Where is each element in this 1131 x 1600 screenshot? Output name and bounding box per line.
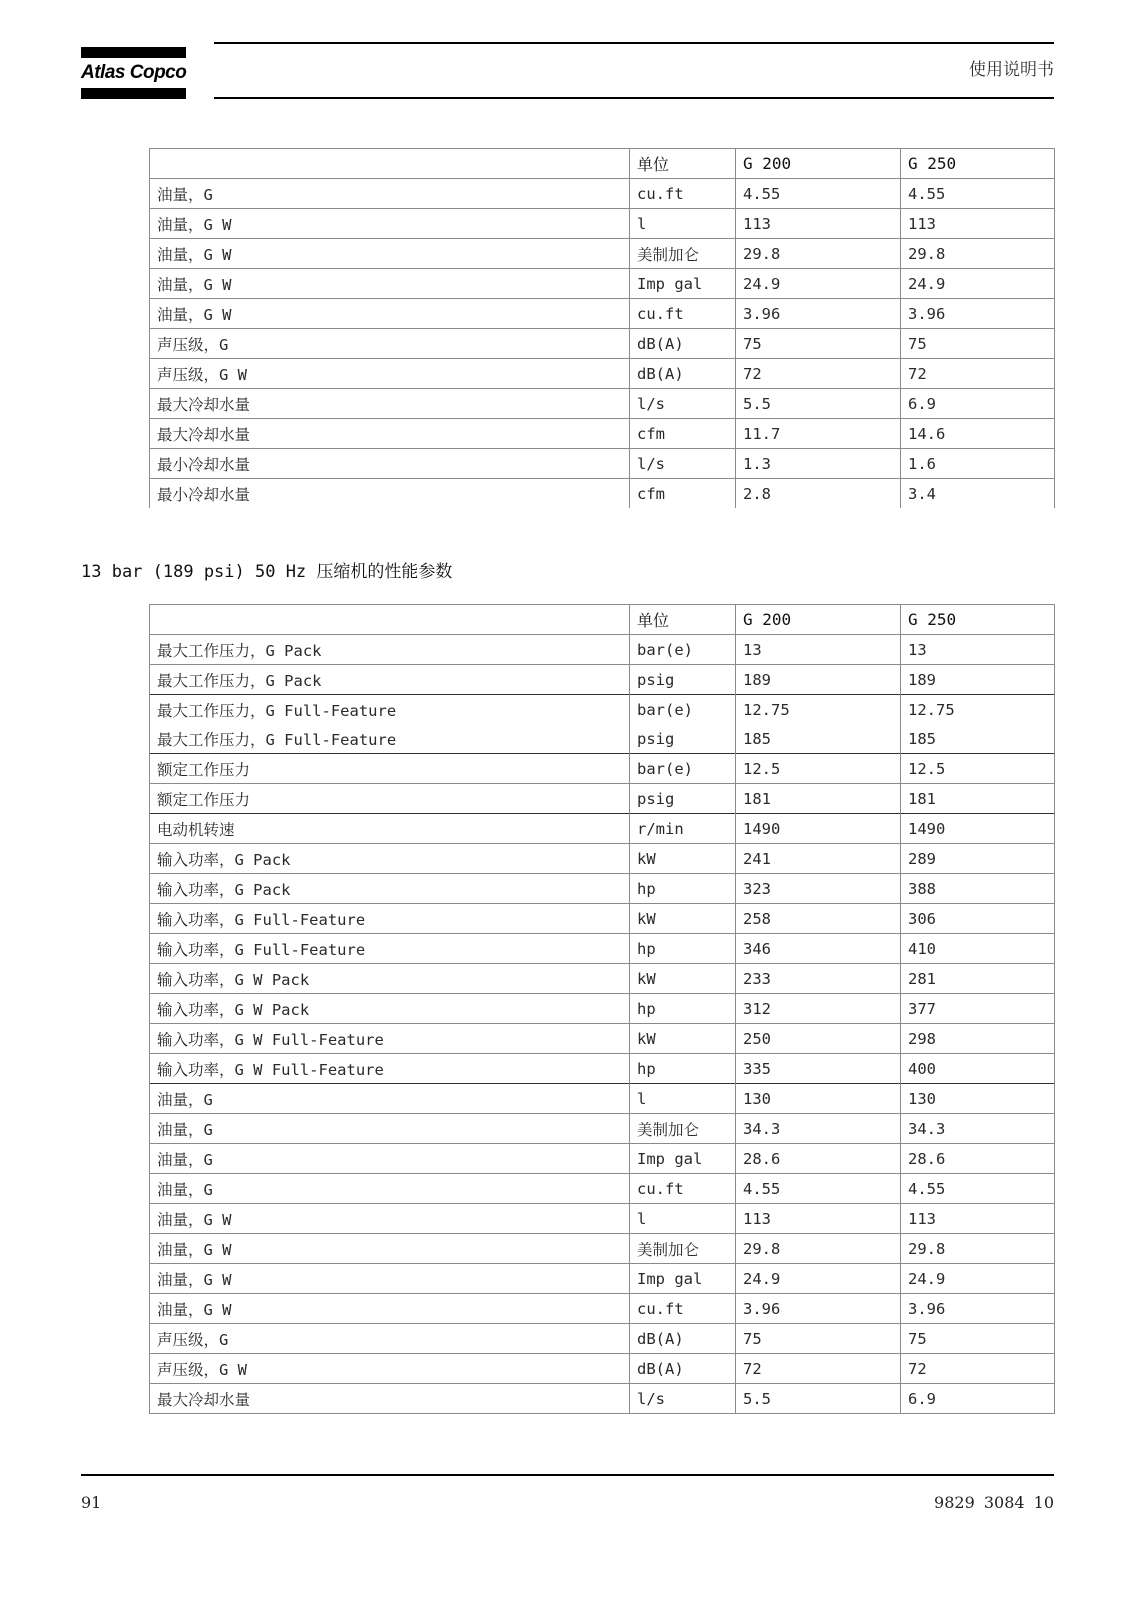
parameter-cell: 最大冷却水量 <box>150 419 630 449</box>
unit-cell: l/s <box>630 449 736 479</box>
doc-number: 9829 3084 10 <box>934 1493 1054 1512</box>
column-header: G 250 <box>901 605 1055 635</box>
parameter-cell: 最大工作压力，G Pack <box>150 635 630 665</box>
table-row <box>150 844 1055 874</box>
table-row <box>150 904 1055 934</box>
unit-cell: cu.ft <box>630 1174 736 1204</box>
table-row <box>150 934 1055 964</box>
parameter-cell: 最小冷却水量 <box>150 479 630 509</box>
g250-value-cell: 130 <box>901 1084 1055 1114</box>
logo-wordmark: Atlas Copco <box>81 62 187 83</box>
g200-value-cell: 11.7 <box>736 419 901 449</box>
table-row <box>150 209 1055 239</box>
g200-value-cell: 75 <box>736 1324 901 1354</box>
unit-cell: dB(A) <box>630 1324 736 1354</box>
g200-value-cell: 130 <box>736 1084 901 1114</box>
g200-value-cell: 233 <box>736 964 901 994</box>
unit-cell: Imp gal <box>630 269 736 299</box>
g250-value-cell: 72 <box>901 359 1055 389</box>
parameter-cell: 输入功率，G W Pack <box>150 994 630 1024</box>
parameter-cell: 油量，G W <box>150 1294 630 1324</box>
table-row <box>150 665 1055 695</box>
g200-value-cell: 4.55 <box>736 179 901 209</box>
table-row <box>150 1144 1055 1174</box>
parameter-cell: 油量，G <box>150 1144 630 1174</box>
unit-cell: kW <box>630 904 736 934</box>
table-row <box>150 239 1055 269</box>
logo-bar-bottom <box>81 88 186 99</box>
parameter-cell: 输入功率，G Full-Feature <box>150 934 630 964</box>
unit-cell: cu.ft <box>630 299 736 329</box>
unit-cell: hp <box>630 934 736 964</box>
g200-value-cell: 189 <box>736 665 901 695</box>
g200-value-cell: 12.75 <box>736 695 901 725</box>
g250-value-cell: 12.75 <box>901 695 1055 725</box>
g250-value-cell: 12.5 <box>901 754 1055 784</box>
g250-value-cell: 377 <box>901 994 1055 1024</box>
g200-value-cell: 24.9 <box>736 1264 901 1294</box>
parameter-cell: 最大冷却水量 <box>150 389 630 419</box>
column-header: G 250 <box>901 149 1055 179</box>
g250-value-cell: 4.55 <box>901 179 1055 209</box>
g200-value-cell: 323 <box>736 874 901 904</box>
g250-value-cell: 24.9 <box>901 269 1055 299</box>
column-header <box>150 605 630 635</box>
parameter-cell: 声压级，G <box>150 1324 630 1354</box>
table-row <box>150 1294 1055 1324</box>
g250-value-cell: 29.8 <box>901 1234 1055 1264</box>
parameter-cell: 油量，G W <box>150 209 630 239</box>
g200-value-cell: 258 <box>736 904 901 934</box>
parameter-cell: 声压级，G W <box>150 359 630 389</box>
table-row <box>150 1234 1055 1264</box>
parameter-cell: 电动机转速 <box>150 814 630 844</box>
parameter-cell: 油量，G W <box>150 269 630 299</box>
parameter-cell: 最大工作压力，G Full-Feature <box>150 724 630 754</box>
g200-value-cell: 1490 <box>736 814 901 844</box>
column-header: 单位 <box>630 149 736 179</box>
g250-value-cell: 29.8 <box>901 239 1055 269</box>
g250-value-cell: 6.9 <box>901 1384 1055 1414</box>
unit-cell: l <box>630 1204 736 1234</box>
section-heading: 13 bar (189 psi) 50 Hz 压缩机的性能参数 <box>81 562 453 582</box>
table-row <box>150 449 1055 479</box>
g200-value-cell: 5.5 <box>736 1384 901 1414</box>
g200-value-cell: 13 <box>736 635 901 665</box>
column-header <box>150 149 630 179</box>
table-header-row <box>150 149 1055 179</box>
table-row <box>150 479 1055 509</box>
unit-cell: l <box>630 209 736 239</box>
parameter-cell: 额定工作压力 <box>150 754 630 784</box>
table-row <box>150 389 1055 419</box>
parameter-cell: 最大工作压力，G Full-Feature <box>150 695 630 725</box>
table-row <box>150 814 1055 844</box>
g200-value-cell: 29.8 <box>736 239 901 269</box>
g250-value-cell: 28.6 <box>901 1144 1055 1174</box>
column-header: G 200 <box>736 605 901 635</box>
g200-value-cell: 72 <box>736 359 901 389</box>
table-row <box>150 635 1055 665</box>
parameter-cell: 油量，G W <box>150 1204 630 1234</box>
unit-cell: cu.ft <box>630 1294 736 1324</box>
table-row <box>150 695 1055 725</box>
g200-value-cell: 2.8 <box>736 479 901 509</box>
unit-cell: cfm <box>630 479 736 509</box>
table-row <box>150 964 1055 994</box>
table-row <box>150 1264 1055 1294</box>
header-rule-top <box>214 42 1054 44</box>
table-row <box>150 1054 1055 1084</box>
g200-value-cell: 250 <box>736 1024 901 1054</box>
g250-value-cell: 6.9 <box>901 389 1055 419</box>
unit-cell: cfm <box>630 419 736 449</box>
unit-cell: kW <box>630 844 736 874</box>
unit-cell: Imp gal <box>630 1264 736 1294</box>
table-row <box>150 419 1055 449</box>
unit-cell: r/min <box>630 814 736 844</box>
g200-value-cell: 241 <box>736 844 901 874</box>
g250-value-cell: 388 <box>901 874 1055 904</box>
unit-cell: psig <box>630 784 736 814</box>
table-row <box>150 754 1055 784</box>
table-row <box>150 1084 1055 1114</box>
unit-cell: Imp gal <box>630 1144 736 1174</box>
table-row <box>150 994 1055 1024</box>
parameter-cell: 输入功率，G Pack <box>150 844 630 874</box>
g250-value-cell: 14.6 <box>901 419 1055 449</box>
parameter-cell: 油量，G <box>150 1084 630 1114</box>
g200-value-cell: 312 <box>736 994 901 1024</box>
column-header: 单位 <box>630 605 736 635</box>
table-row <box>150 329 1055 359</box>
table-row <box>150 359 1055 389</box>
table-row <box>150 874 1055 904</box>
table-row <box>150 1114 1055 1144</box>
g200-value-cell: 185 <box>736 724 901 754</box>
unit-cell: kW <box>630 964 736 994</box>
spec-table-13bar-50hz-body <box>150 605 1055 1414</box>
g200-value-cell: 4.55 <box>736 1174 901 1204</box>
doc-title: 使用说明书 <box>969 60 1054 80</box>
parameter-cell: 油量，G <box>150 1174 630 1204</box>
g250-value-cell: 281 <box>901 964 1055 994</box>
parameter-cell: 最大工作压力，G Pack <box>150 665 630 695</box>
table-header-row <box>150 605 1055 635</box>
parameter-cell: 油量，G <box>150 179 630 209</box>
unit-cell: l/s <box>630 389 736 419</box>
table-row <box>150 784 1055 814</box>
footer-rule <box>81 1474 1054 1476</box>
unit-cell: bar(e) <box>630 635 736 665</box>
table-row <box>150 1354 1055 1384</box>
unit-cell: 美制加仑 <box>630 239 736 269</box>
g250-value-cell: 113 <box>901 209 1055 239</box>
table-row <box>150 1384 1055 1414</box>
g200-value-cell: 5.5 <box>736 389 901 419</box>
g250-value-cell: 72 <box>901 1354 1055 1384</box>
column-header: G 200 <box>736 149 901 179</box>
g200-value-cell: 29.8 <box>736 1234 901 1264</box>
parameter-cell: 输入功率，G Full-Feature <box>150 904 630 934</box>
unit-cell: psig <box>630 724 736 754</box>
unit-cell: hp <box>630 994 736 1024</box>
g250-value-cell: 289 <box>901 844 1055 874</box>
g250-value-cell: 181 <box>901 784 1055 814</box>
g250-value-cell: 24.9 <box>901 1264 1055 1294</box>
g200-value-cell: 75 <box>736 329 901 359</box>
atlas-copco-logo <box>81 47 186 99</box>
parameter-cell: 声压级，G W <box>150 1354 630 1384</box>
spec-table-13bar-50hz <box>149 604 1055 1414</box>
header-rule-bottom <box>214 97 1054 99</box>
spec-table-continued-body <box>150 149 1055 509</box>
g200-value-cell: 24.9 <box>736 269 901 299</box>
g250-value-cell: 189 <box>901 665 1055 695</box>
unit-cell: l/s <box>630 1384 736 1414</box>
g200-value-cell: 113 <box>736 209 901 239</box>
parameter-cell: 油量，G W <box>150 299 630 329</box>
table-row <box>150 299 1055 329</box>
parameter-cell: 声压级，G <box>150 329 630 359</box>
g250-value-cell: 34.3 <box>901 1114 1055 1144</box>
parameter-cell: 油量，G W <box>150 239 630 269</box>
table-row <box>150 1324 1055 1354</box>
g250-value-cell: 113 <box>901 1204 1055 1234</box>
table-row <box>150 724 1055 754</box>
g250-value-cell: 75 <box>901 329 1055 359</box>
g200-value-cell: 181 <box>736 784 901 814</box>
unit-cell: l <box>630 1084 736 1114</box>
logo-bar-top <box>81 47 186 58</box>
parameter-cell: 最小冷却水量 <box>150 449 630 479</box>
unit-cell: hp <box>630 1054 736 1084</box>
g250-value-cell: 13 <box>901 635 1055 665</box>
g250-value-cell: 3.4 <box>901 479 1055 509</box>
g200-value-cell: 1.3 <box>736 449 901 479</box>
unit-cell: dB(A) <box>630 329 736 359</box>
table-row <box>150 1024 1055 1054</box>
g200-value-cell: 72 <box>736 1354 901 1384</box>
unit-cell: dB(A) <box>630 1354 736 1384</box>
table-row <box>150 1174 1055 1204</box>
g250-value-cell: 400 <box>901 1054 1055 1084</box>
unit-cell: 美制加仑 <box>630 1114 736 1144</box>
g200-value-cell: 3.96 <box>736 299 901 329</box>
parameter-cell: 油量，G W <box>150 1234 630 1264</box>
g250-value-cell: 185 <box>901 724 1055 754</box>
table-row <box>150 179 1055 209</box>
spec-table-continued <box>149 148 1055 508</box>
unit-cell: 美制加仑 <box>630 1234 736 1264</box>
g200-value-cell: 335 <box>736 1054 901 1084</box>
parameter-cell: 输入功率，G W Full-Feature <box>150 1054 630 1084</box>
g250-value-cell: 298 <box>901 1024 1055 1054</box>
g200-value-cell: 113 <box>736 1204 901 1234</box>
parameter-cell: 输入功率，G Pack <box>150 874 630 904</box>
g250-value-cell: 75 <box>901 1324 1055 1354</box>
g250-value-cell: 1490 <box>901 814 1055 844</box>
page-number: 91 <box>81 1493 102 1512</box>
g250-value-cell: 3.96 <box>901 299 1055 329</box>
parameter-cell: 输入功率，G W Pack <box>150 964 630 994</box>
table-row <box>150 1204 1055 1234</box>
unit-cell: bar(e) <box>630 754 736 784</box>
unit-cell: kW <box>630 1024 736 1054</box>
g200-value-cell: 3.96 <box>736 1294 901 1324</box>
parameter-cell: 油量，G <box>150 1114 630 1144</box>
g250-value-cell: 410 <box>901 934 1055 964</box>
parameter-cell: 输入功率，G W Full-Feature <box>150 1024 630 1054</box>
g250-value-cell: 1.6 <box>901 449 1055 479</box>
parameter-cell: 油量，G W <box>150 1264 630 1294</box>
unit-cell: cu.ft <box>630 179 736 209</box>
g200-value-cell: 12.5 <box>736 754 901 784</box>
g200-value-cell: 28.6 <box>736 1144 901 1174</box>
unit-cell: dB(A) <box>630 359 736 389</box>
unit-cell: hp <box>630 874 736 904</box>
g200-value-cell: 346 <box>736 934 901 964</box>
g250-value-cell: 3.96 <box>901 1294 1055 1324</box>
parameter-cell: 额定工作压力 <box>150 784 630 814</box>
g250-value-cell: 306 <box>901 904 1055 934</box>
parameter-cell: 最大冷却水量 <box>150 1384 630 1414</box>
unit-cell: bar(e) <box>630 695 736 725</box>
unit-cell: psig <box>630 665 736 695</box>
g250-value-cell: 4.55 <box>901 1174 1055 1204</box>
g200-value-cell: 34.3 <box>736 1114 901 1144</box>
table-row <box>150 269 1055 299</box>
